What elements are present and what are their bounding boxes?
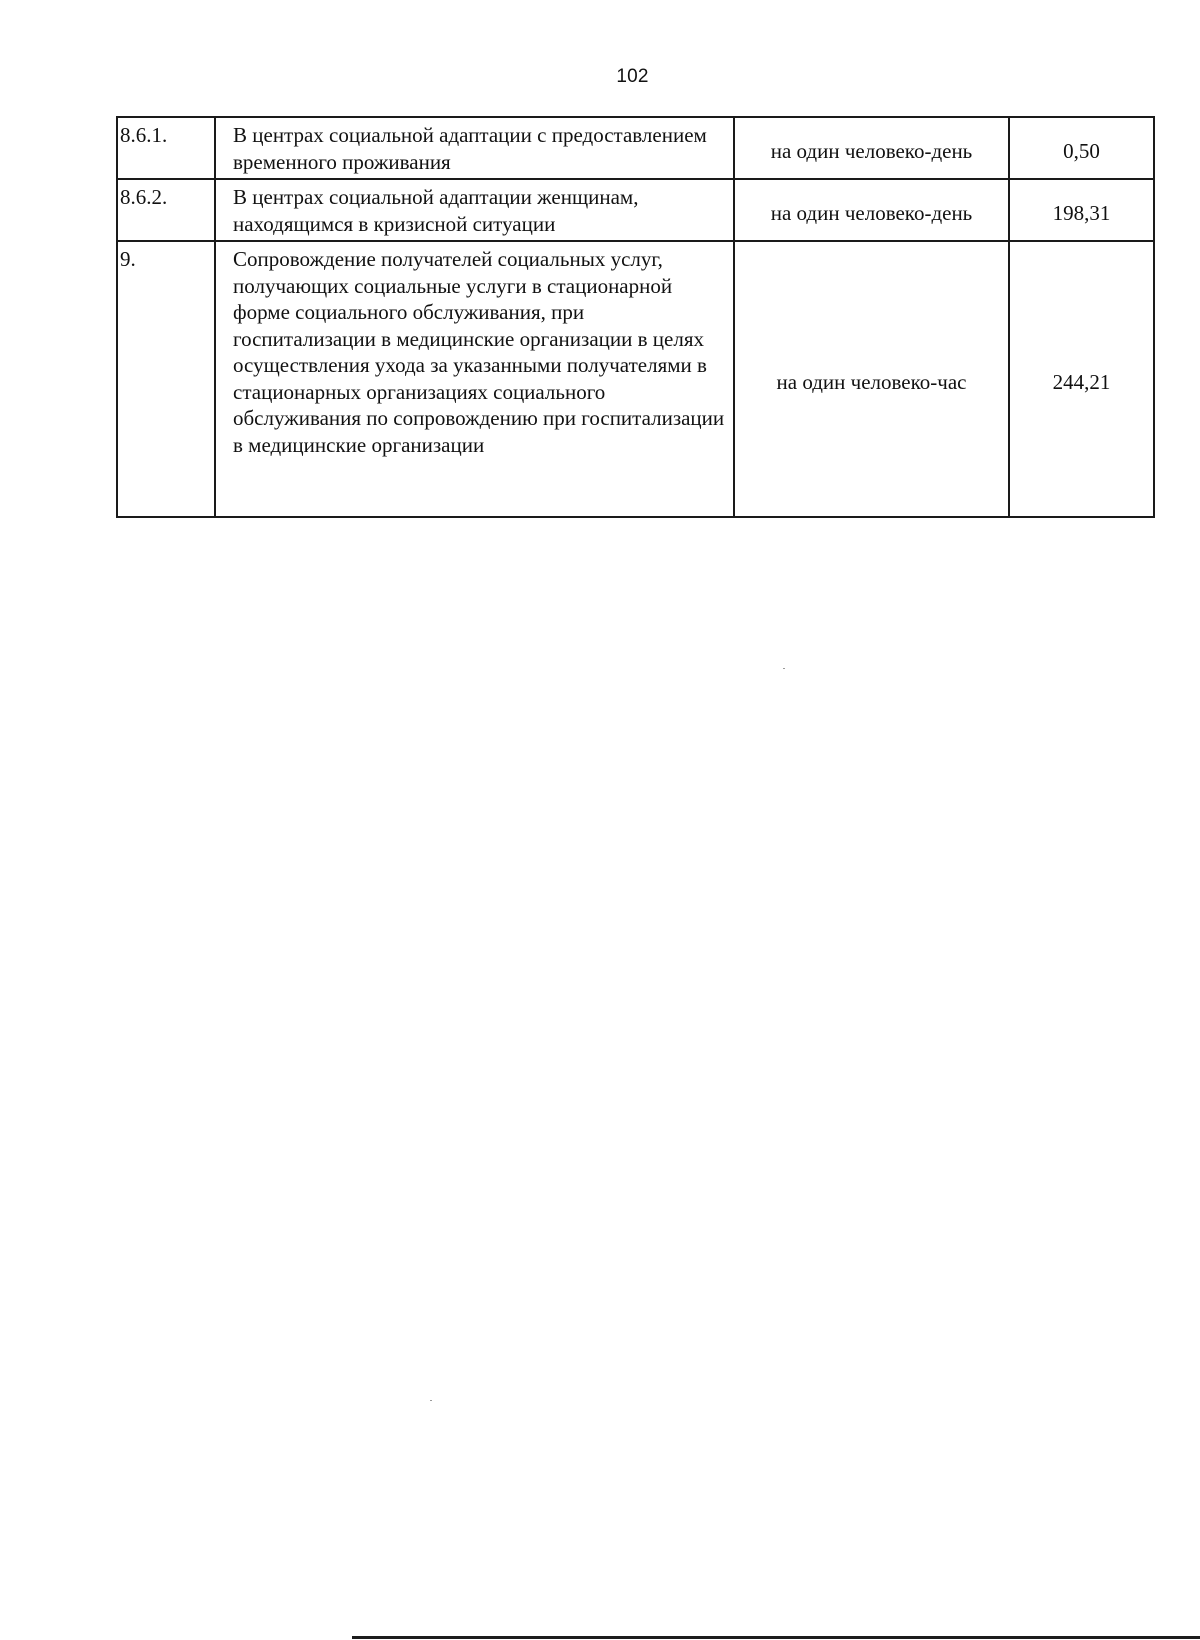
scan-speck bbox=[430, 1400, 432, 1401]
tariff-value: 244,21 bbox=[1009, 241, 1154, 517]
table-row bbox=[117, 117, 1154, 179]
service-description: В центрах социальной адаптации с предоставлением временного проживания bbox=[215, 117, 734, 179]
row-number: 8.6.2. bbox=[117, 179, 215, 241]
tariff-table bbox=[116, 116, 1155, 518]
table-row bbox=[117, 179, 1154, 241]
table-row bbox=[117, 241, 1154, 517]
scan-edge-line bbox=[352, 1636, 1200, 1639]
unit-of-measure: на один человеко-день bbox=[734, 117, 1009, 179]
service-description: Сопровождение получателей социальных услуг, получающих социальные услуги в стационарной форме социального обслуживания, при госпитализации в медицинские организации в целях осуществления ухода за указанными получателями в стационарных организациях социального обслуживания по сопровождению при госпитализации в медицинские организации bbox=[215, 241, 734, 517]
unit-of-measure: на один человеко-час bbox=[734, 241, 1009, 517]
tariff-value: 0,50 bbox=[1009, 117, 1154, 179]
tariff-value: 198,31 bbox=[1009, 179, 1154, 241]
row-number: 8.6.1. bbox=[117, 117, 215, 179]
page-number: 102 bbox=[616, 66, 649, 87]
service-description: В центрах социальной адаптации женщинам, находящимся в кризисной ситуации bbox=[215, 179, 734, 241]
row-number: 9. bbox=[117, 241, 215, 517]
scan-speck bbox=[783, 668, 785, 669]
unit-of-measure: на один человеко-день bbox=[734, 179, 1009, 241]
